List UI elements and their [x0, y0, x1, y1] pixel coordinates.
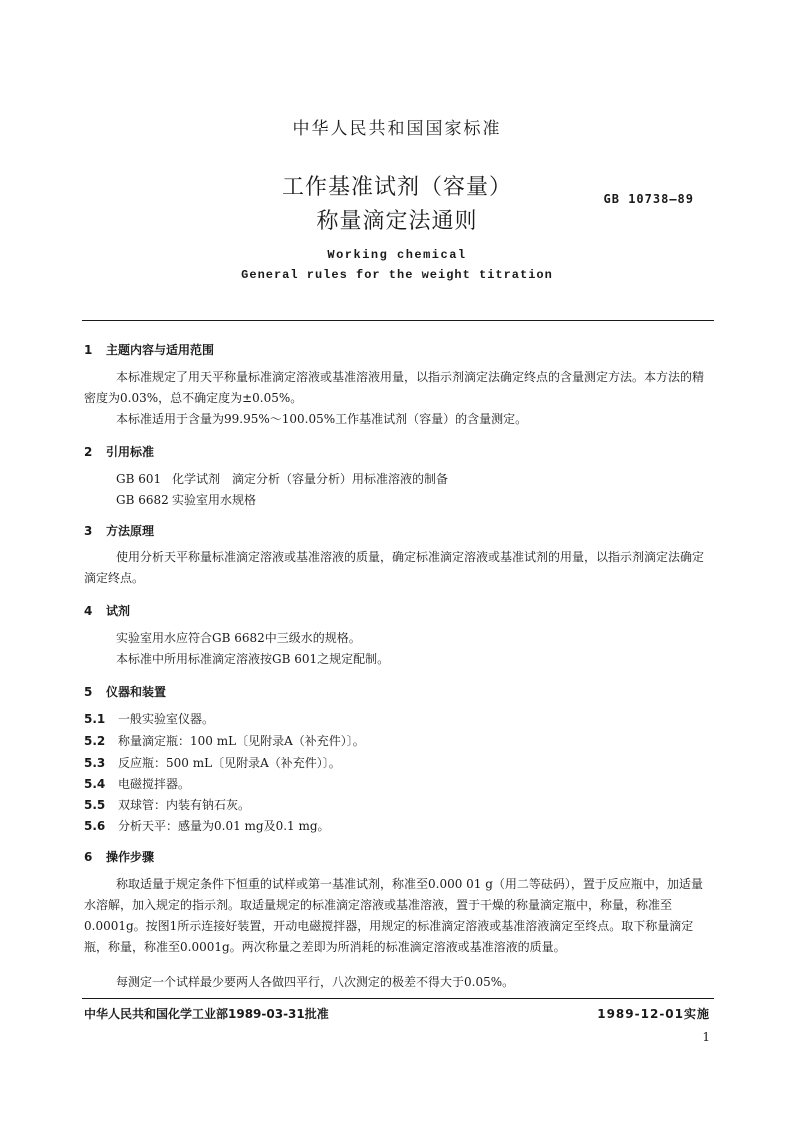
reference-code: GB 6682: [116, 493, 169, 507]
item-text: 称量滴定瓶：100 mL〔见附录A（补充件）〕。: [118, 734, 365, 748]
reference-code: GB 601: [116, 472, 162, 486]
item-text: 电磁搅拌器。: [118, 777, 191, 791]
item-number: 5.5: [84, 798, 106, 812]
section-1-paragraph-1: 本标准规定了用天平称量标准滴定溶液或基准溶液用量，以指示剂滴定法确定终点的含量测定方法。本方法的精密度为0.03%，总不确定度为±0.05%。: [84, 370, 705, 405]
implementation-date: 1989-12-01实施: [597, 1007, 710, 1021]
english-title-line2: General rules for the weight titration: [241, 268, 553, 282]
item-number: 5.6: [84, 819, 106, 833]
section-number: 3: [84, 524, 93, 538]
section-6-paragraph-2: 每测定一个试样最少要两人各做四平行，八次测定的极差不得大于0.05%。: [116, 975, 515, 989]
section-6-paragraph-1: 称取适量于规定条件下恒重的试样或第一基准试剂，称准至0.000 01 g（用二等砝码），置于反应瓶中，加适量水溶解，加入规定的指示剂。取适量规定的标准滴定溶液或基准溶液，置于干燥的称量滴定瓶中，称量，称准至0.0001g。按图1所示连接好装置，开动电磁搅拌器，用规定的标准滴定溶液或基准溶液滴定至终点。取下称量滴定瓶，称量，称准至0.0001g。两次称量之差即为所消耗的标准滴定溶液或基准溶液的质量。: [84, 877, 703, 954]
reference-text: 化学试剂 滴定分析（容量分析）用标准溶液的制备: [172, 472, 449, 486]
reference-item: [116, 491, 256, 508]
instrument-item: [84, 710, 214, 727]
section-number: 2: [84, 445, 93, 459]
instrument-item: [84, 775, 190, 792]
reference-item: [116, 470, 448, 487]
section-1-heading: [84, 341, 214, 358]
section-number: 5: [84, 685, 93, 699]
instrument-item: [84, 732, 365, 749]
section-1-paragraph-2: 本标准适用于含量为99.95%～100.05%工作基准试剂（容量）的含量测定。: [116, 412, 528, 426]
section-title: 方法原理: [106, 524, 155, 538]
english-title-line1: Working chemical: [327, 248, 467, 262]
item-text: 双球管：内装有钠石灰。: [118, 798, 251, 812]
page-number: 1: [702, 1030, 710, 1044]
section-title: 仪器和装置: [106, 685, 167, 699]
item-number: 5.4: [84, 777, 106, 791]
section-title: 主题内容与适用范围: [106, 343, 215, 357]
item-text: 一般实验室仪器。: [118, 712, 215, 726]
instrument-item: [84, 796, 250, 813]
approval-note: 中华人民共和国化学工业部1989-03-31批准: [84, 1007, 329, 1021]
item-text: 反应瓶：500 mL〔见附录A（补充件）〕。: [118, 756, 341, 770]
item-number: 5.3: [84, 756, 106, 770]
section-2-heading: [84, 443, 154, 460]
section-4-line-2: 本标准中所用标准滴定溶液按GB 601之规定配制。: [116, 652, 390, 666]
instrument-item: [84, 754, 341, 771]
national-standard-heading: 中华人民共和国国家标准: [292, 119, 502, 139]
standard-number: GB 10738—89: [603, 192, 694, 206]
section-6-heading: [84, 848, 154, 865]
section-title: 试剂: [106, 604, 131, 618]
document-title-line2: 称量滴定法通则: [316, 209, 478, 234]
document-title-line1: 工作基准试剂（容量）: [281, 175, 512, 200]
item-number: 5.1: [84, 712, 106, 726]
reference-text: 实验室用水规格: [172, 493, 257, 507]
footer-rule: [82, 998, 714, 999]
section-title: 操作步骤: [106, 850, 155, 864]
item-number: 5.2: [84, 734, 106, 748]
section-number: 6: [84, 850, 93, 864]
instrument-item: [84, 817, 330, 834]
section-3-heading: [84, 522, 154, 539]
header-rule: [82, 320, 714, 321]
item-text: 分析天平：感量为0.01 mg及0.1 mg。: [118, 819, 330, 833]
section-5-heading: [84, 683, 166, 700]
section-title: 引用标准: [106, 445, 155, 459]
section-number: 1: [84, 343, 93, 357]
section-4-heading: [84, 602, 130, 619]
section-number: 4: [84, 604, 93, 618]
section-4-line-1: 实验室用水应符合GB 6682中三级水的规格。: [116, 631, 361, 645]
section-3-paragraph-1: 使用分析天平称量标准滴定溶液或基准溶液的质量，确定标准滴定溶液或基准试剂的用量，以指示剂滴定法确定滴定终点。: [84, 550, 705, 585]
